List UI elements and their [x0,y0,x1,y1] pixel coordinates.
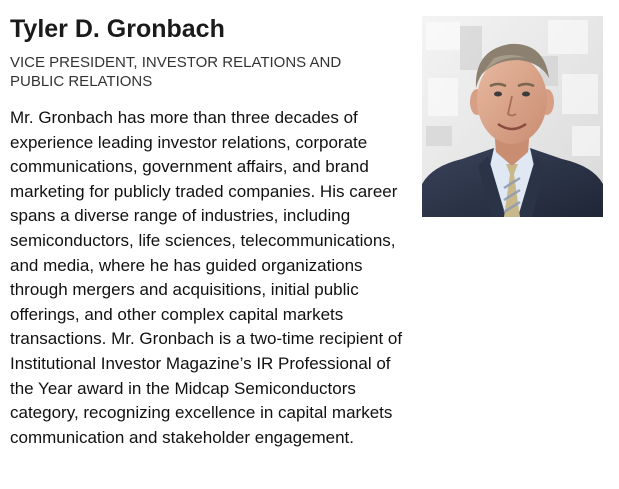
executive-name: Tyler D. Gronbach [10,15,225,43]
executive-photo [422,16,603,217]
executive-title: VICE PRESIDENT, INVESTOR RELATIONS AND PUBLIC RELATIONS [10,54,342,90]
executive-bio: Mr. Gronbach has more than three decades of experience leading investor relations, corporate communications, government affairs, and brand marketing for publicly traded companies. His career spans a diverse range of industries, including semiconductors, life sciences, telecommunications, and media, where he has guided organizations through mergers and acquisitions, initial public offerings, and other complex capital markets transactions. Mr. Gronbach is a two-time recipient of Institutional Investor Magazine’s IR Professional of the Year award in the Midcap Semiconductors category, recognizing excellence in capital markets communication and stakeholder engagement. [10,108,403,447]
